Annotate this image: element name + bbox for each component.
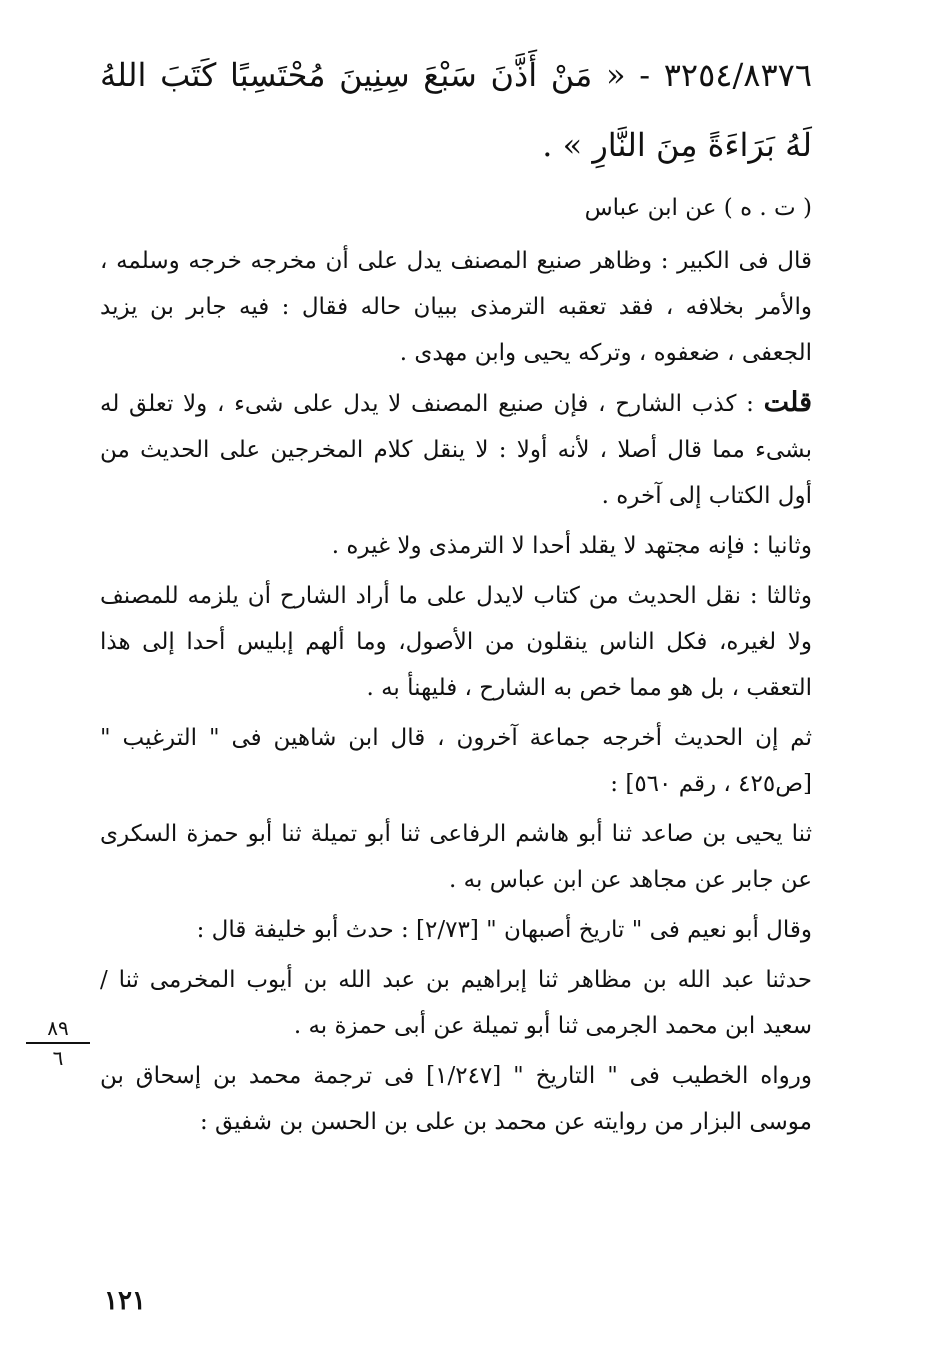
paragraph-text: قال فى الكبير : وظاهر صنيع المصنف يدل على أن مخرجه خرجه وسلمه ، والأمر بخلافه ، فقد تعقبه الترمذى ببيان حاله فقال : فيه جابر بن يزيد الجعفى ، ضعفوه ، وتركه يحيى وابن مهدى . (100, 248, 812, 366)
paragraph-text: وقال أبو نعيم فى " تاريخ أصبهان " [٢/٧٣] : حدث أبو خليفة قال : (196, 917, 812, 943)
hadith-source: ( ت . ه ) عن ابن عباس (584, 195, 812, 221)
page-number: ١٢١ (104, 1286, 146, 1316)
paragraph-text: وثانيا : فإنه مجتهد لا يقلد أحدا لا الترمذى ولا غيره . (331, 533, 812, 559)
margin-reference-volume: ٦ (52, 1046, 64, 1070)
paragraph-lead: قلت (763, 387, 812, 418)
paragraph-text: وثالثا : نقل الحديث من كتاب لايدل على ما أراد الشارح أن يلزمه للمصنف ولا لغيره، فكل الناس ينقلون من الأصول، وما ألهم إبليس أحدا إلى هذا التعقب ، بل هو مما خص به الشارح ، فليهنأ به . (100, 583, 812, 701)
commentary-paragraph-3 (100, 523, 812, 569)
commentary-paragraph-4 (100, 573, 812, 711)
page-body (100, 40, 812, 1149)
commentary-paragraph-6 (100, 811, 812, 903)
commentary-paragraph-8 (100, 957, 812, 1049)
commentary-paragraph-7 (100, 907, 812, 953)
commentary-paragraph-5 (100, 715, 812, 807)
commentary-paragraph-9 (100, 1053, 812, 1145)
commentary-paragraph-1 (100, 238, 812, 376)
commentary-paragraph-2 (100, 380, 812, 519)
hadith-text: ٣٢٥٤/٨٣٧٦ - « مَنْ أَذَّنَ سَبْعَ سِنِينَ مُحْتَسِبًا كَتَبَ اللهُ لَهُ بَرَاءَةً مِنَ النَّارِ » . (100, 56, 812, 164)
paragraph-text: ثم إن الحديث أخرجه جماعة آخرون ، قال ابن شاهين فى " الترغيب " [ص٤٢٥ ، رقم ٥٦٠] : (100, 725, 812, 797)
paragraph-text: : كذب الشارح ، فإن صنيع المصنف لا يدل على شىء ، ولا تعلق له بشىء مما قال أصلا ، لأنه أولا : لا ينقل كلام المخرجين على الحديث من أول الكتاب إلى آخره . (100, 391, 812, 509)
margin-reference-page: ٨٩ (47, 1016, 69, 1040)
paragraph-text: ورواه الخطيب فى " التاريخ " [١/٢٤٧] فى ترجمة محمد بن إسحاق بن موسى البزار من روايته عن محمد بن على بن الحسن بن شفيق : (100, 1063, 812, 1135)
paragraph-text: ثنا يحيى بن صاعد ثنا أبو هاشم الرفاعى ثنا أبو تميلة ثنا أبو حمزة السكرى عن جابر عن مجاهد عن ابن عباس به . (100, 821, 812, 893)
margin-reference (26, 1016, 90, 1070)
margin-reference-divider (26, 1042, 90, 1044)
paragraph-text: حدثنا عبد الله بن مظاهر ثنا إبراهيم بن عبد الله بن أيوب المخرمى ثنا / سعيد ابن محمد الجرمى ثنا أبو تميلة عن أبى حمزة به . (100, 967, 812, 1039)
